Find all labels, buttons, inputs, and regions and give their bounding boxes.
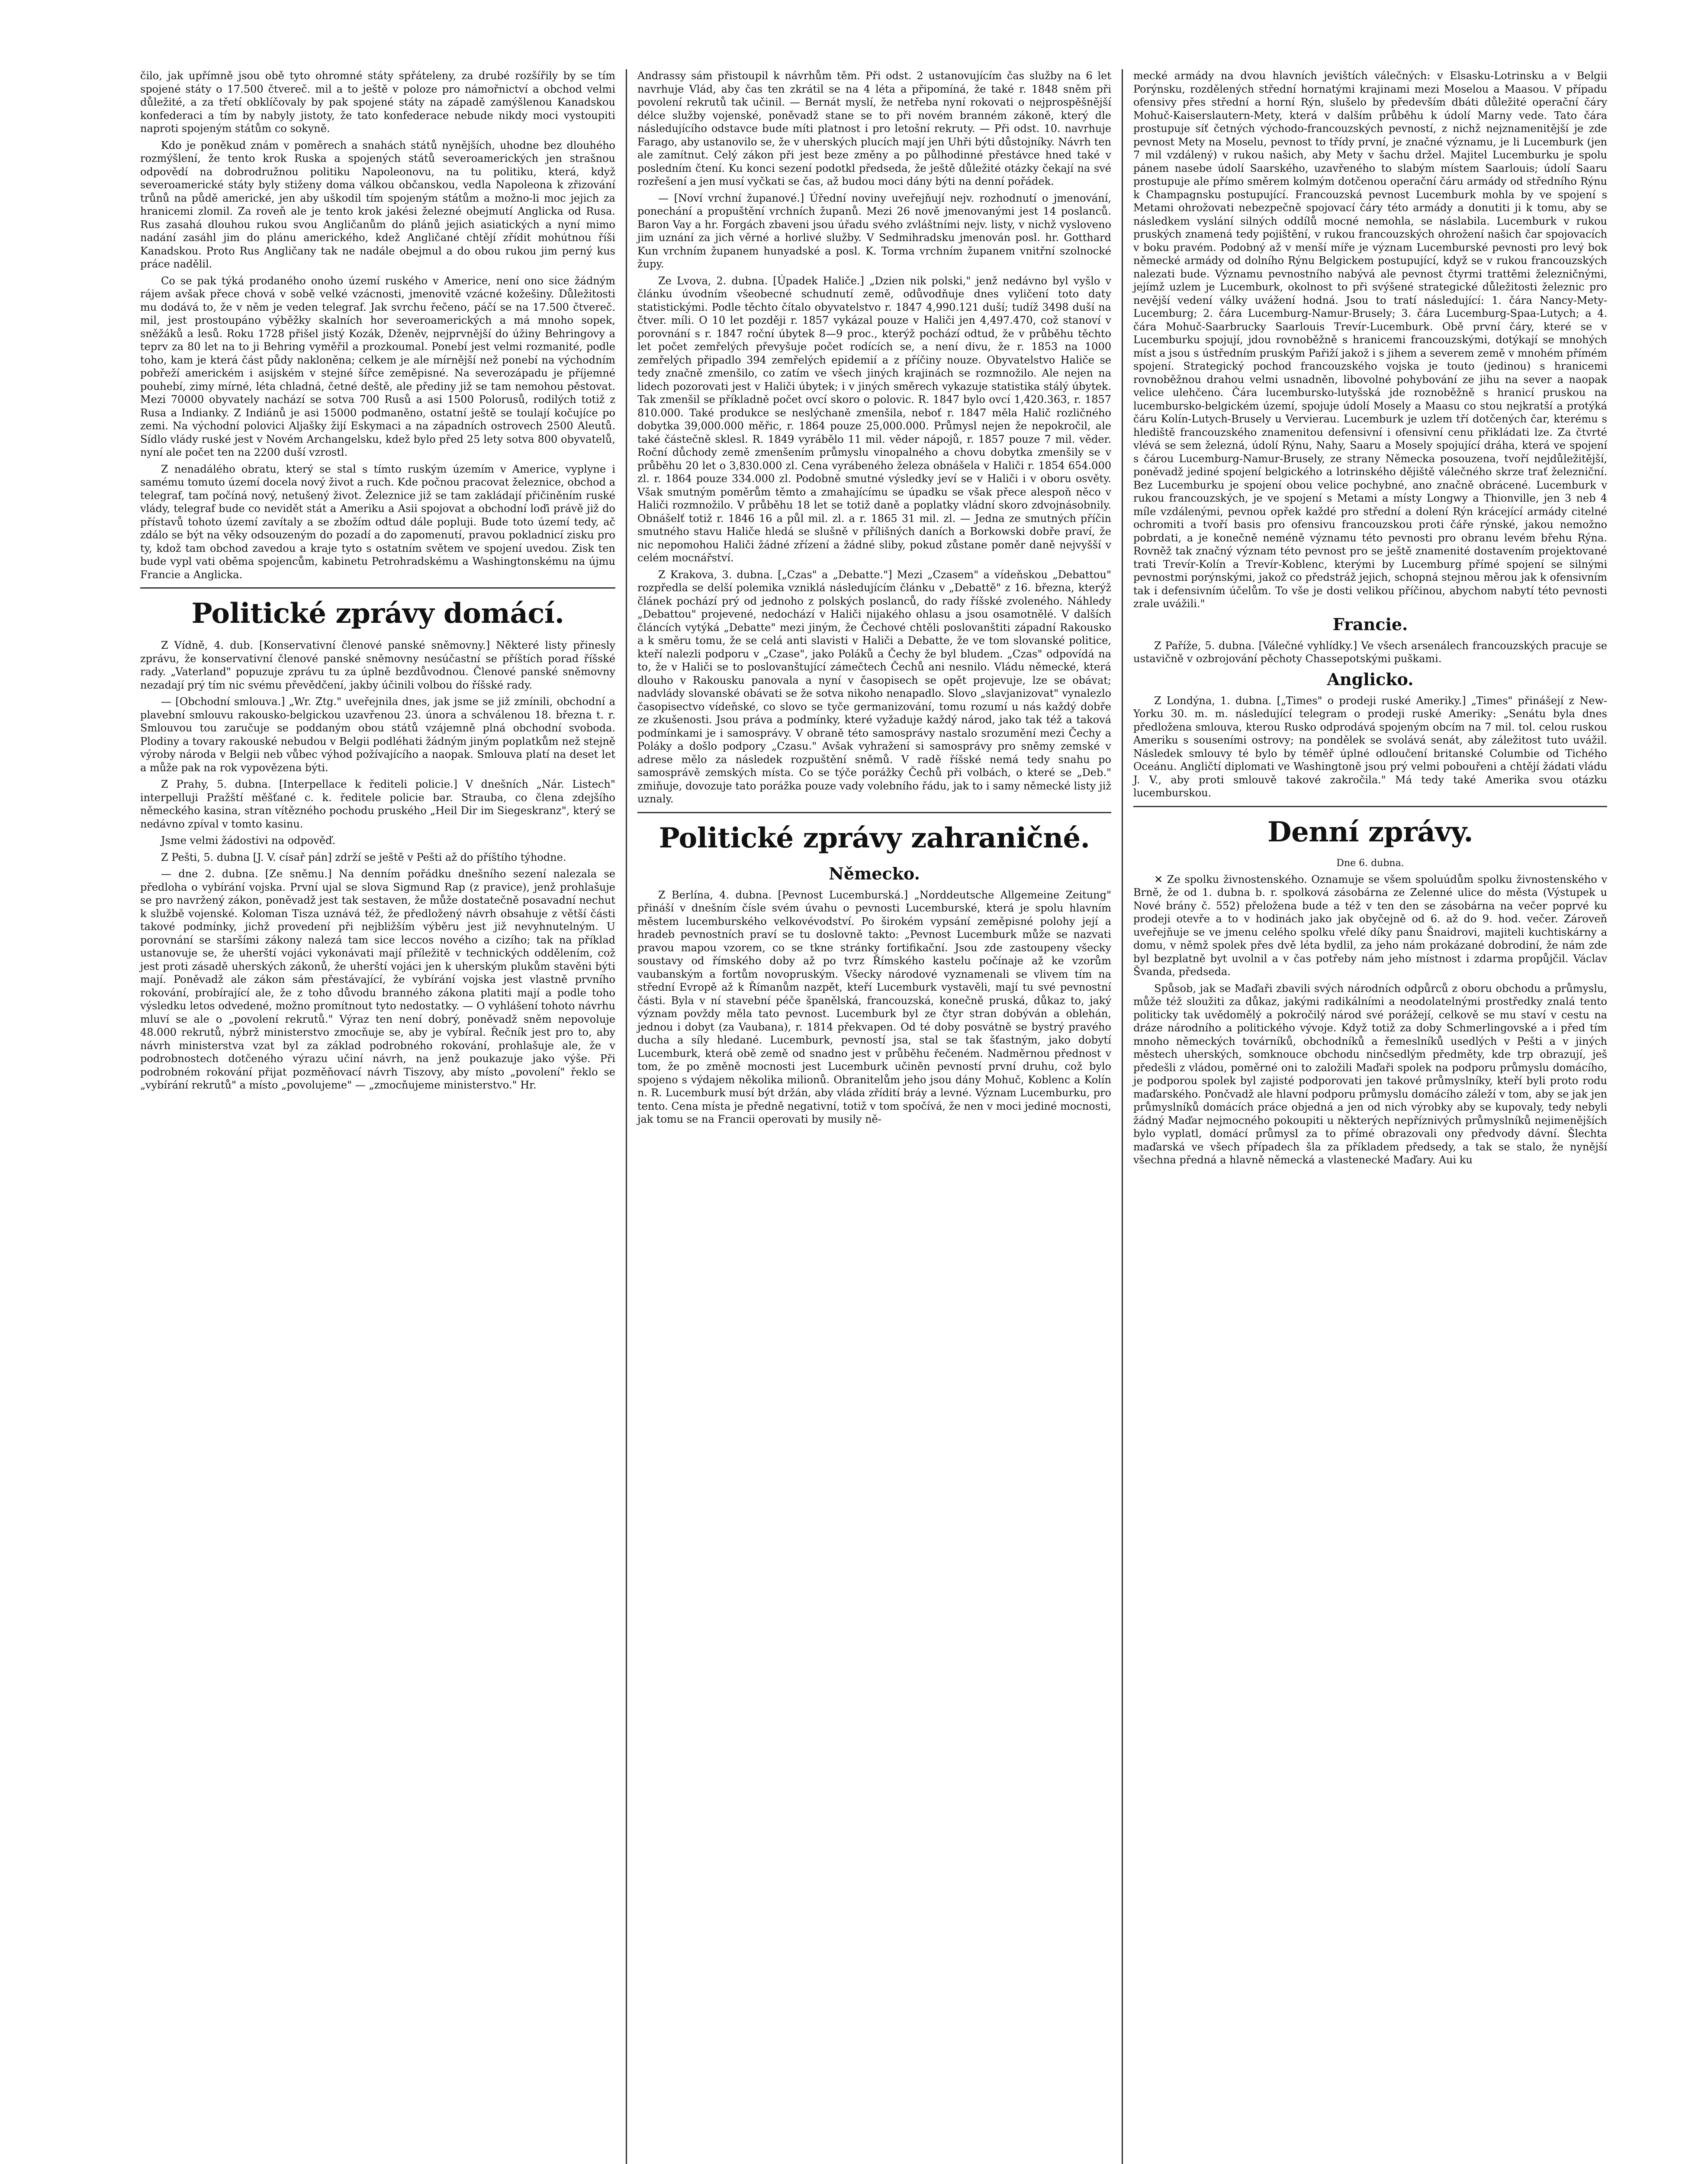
- news-item: Spůsob, jak se Maďaři zbavili svých národních odpůrců z oboru obchodu a průmyslu, může též sloužiti za důkaz, jakými radikálními a neodolatelnými prostředky znalá tento politicky tak uvědomělý a pokročilý národ své porážejí, celkově se mu staví v cestu na dráze národního a politického vývoje. Když totiž za doby Schmerlingovské a i před tím mnoho německých továrníků, obchodníků a řemeslníků usedlých v Pešti a v jiných městech uherských, somknouce obchodu ninčsedlým předměty, kde trp obrazují, ješ předešli z vládou, poměrné oni to založili Maďaři spolek na podporu průmyslu domácího, je podporou spolek byl zajisté podporovati jen takové průmyslníky, kteří byli proto rodu maďarského. Pončvadž ale hlavní podporu průmyslu domácího záleží v tom, aby se jak jen průmyslníků domácích práce objedná a jen od nich výrobky aby se kupovaly, tedy nebyli žádný Maďar nejmocného pokoupiti u některých nepříznivých průmyslníků nejimenějších bylo vyplatl, domácí průmysl za to přímé obrazovali ony předvody dávní. Šlechta maďarská ve všech případech šla za příkladem předsedy, a tak se stalo, že nynější všechna předná a hlavně německá a vlastenecké Maďary. Aui ku: [1133, 982, 1607, 1166]
- france-subheading: Francie.: [1332, 614, 1408, 634]
- news-item: Z Prahy, 5. dubna. [Interpellace k řediteli policie.] V dnešních „Nár. Listech" interpelluji Pražští měšťané c. k. ředitele policie bar. Strauba, co člena zdejšího německého kasina, stran vítězného pochodu pruského „Heil Dir im Siegeskranz", který se nedávno zpíval v tomto kasinu.: [140, 778, 615, 830]
- article-paragraph: Co se pak týká prodaného onoho území ruského v Americe, není ono sice žádným rájem avšak přece chová v sobě velké vzácnosti, jmenovitě vzácné kožešiny. Důležitosti mu dodává to, že v něm je veden telegraf. Jak svrchu řečeno, páčí se na 17.500 čtvereč. mil, jest prostoupáno výběžky skalních hor severoamerických a má mnoho sopek, sněžáků a lesů. Roku 1728 přišel jistý Kozák, Dženěv, nejprvnější do úžiny Behringovy a teprv za 80 let na to ji Behring vyměřil a prozkoumal. Ponebí jest velmi rozmanité, podle toho, kam je která část půdy nakloněna; celkem je ale mírnější než ponebí na východním pobřeží americkém i asijském v stejné šířce zeměpisné. Na severozápadu je příjemné pouhebí, zimy mírné, léta chladná, četné deště, ale přediny již se tam nemohou pěstovat. Mezi 70000 obyvately nachází se sotva 700 Rusů a asi 1500 Polorusů, rodilých totiž z Rusa a Indianky. Z Indiánů je asi 15000 podmaněno, ostatní ještě se toulají kočujíce po zemi. Na východní polovici Aljašky žijí Eskymaci a na západních ostrovech 2500 Aleutů. Sídlo vlády ruské jest v Novém Archangelsku, kdež bylo před 25 lety sotva 800 obyvatelů, nyní ale počet ten na 2200 duší vzrostl.: [140, 274, 615, 458]
- article-paragraph: Andrassy sám přistoupil k návrhům těm. Při odst. 2 ustanovujícím čas služby na 6 let navrhuje Vlád, aby čas ten zkrátil se na 4 léta a připomíná, že také r. 1848 sněm při povolení rekrutů tak učinil. — Bernát myslí, že netřeba nyní rokovati o nejprospěšnější délce služby vojenské, poněvadž stane se to při novém branném zákoně, který dle následujícího odstavce bude míti platnost i pro letošní rekruty. — Při odst. 10. navrhuje Farago, aby ustanovilo se, že v uherských plucích mají jen Uhři býti důstojníky. Návrh ten ale zamítnut. Celý zákon při jest beze změny a po půlhodinné přestávce hned také v posledním čtení. Ku konci sezení podotkl předseda, že ještě důležité otázky čekají na své rozřešení a jen musí vyčkati se čas, až budou moci dány býti na denní pořádek.: [637, 70, 1111, 187]
- news-item: ✕ Ze spolku živnostenského. Oznamuje se všem spoluúdům spolku živnostenského v Brně, že od 1. dubna b. r. spolková zásobárna ze Zelenné ulice do města (Výstupek u Nové brány č. 552) přeložena bude a též v ten den se zásobárna na večer poprvé ku prodeji otevře a to v hodinách jako jak obyčejně od 6. až do 9. hod. večer. Zároveň uveřejňuje se ve jmenu celého spolku vřelé díky panu Šnaidrovi, majiteli kuchtiskárny a domu, v němž spolek přes dvě léta bydlil, za jeho nám prokázané dobrodiní, že nám zde byl bezplatně byt uvolnil a v čas potřeby nám jeho místnost i zdarma propůjčil. Václav Švanda, předseda.: [1133, 873, 1607, 978]
- news-item: Z Paříže, 5. dubna. [Válečné vyhlídky.] Ve všech arsenálech francouzských pracuje se ustavičně v ozbrojování pěchoty Chassepotskými puškami.: [1133, 639, 1607, 665]
- article-paragraph: mecké armády na dvou hlavních jevištích válečných: v Elsasku-Lotrinsku a v Belgii Porýnsku, rozdělených střední hornatými krajinami mezi Moselou a Maasou. V případu ofensivy přes střední a horní Rýn, slušelo by především dbáti důležité operační čáry Mohuč-Kaiserslautern-Mety, která v dalším průběhu k údolí Marny vede. Tato čára prostupuje síť četných východo-francouzských pevností, z nichž nejznamenitější je zde pevnost Mety na Moselu, pevnost to třídy první, je značné významu, je li Lucemburk (jen 7 mil vzdálený) v rukou našich, aby Mety v šachu držel. Majitel Lucemburku je spolu pánem nasebe údolí Saarského, uzavřeného to slabým místem Saarlouis; údolí Saaru prostupuje ale přímo směrem kolmým dotčenou operační čáru armády od středního Rýnu k Champagnsku postupující. Francouzská pevnost Lucemburk mohla by ve spojení s Metami ohrožovati nebezpečně spojovací čáry této armády a donutiti ji k tomu, aby se následkem vyslání silných oddílů mocné nemohla, se náslabila. Lucemburk v rukou pruských znamená tedy pojištění, v rukou francouzských ohrožení našich čar spojovacích v boku pravém. Podobný až v menší míře je význam Lucemburské pevnosti pro levý bok německé armády od dolního Rýnu Belgickem postupující, když se v rukou francouzských nalezati bude. Významu pevnostního nabývá ale pevnost čtyrmi trattěmi železničnými, jejímž uzlem je Lucemburk, okolnost to při svýšené strategické důležitosti železnic pro nevější vedení války uvážení hodná. Jsou to tratí následující: 1. čára Nancy-Mety-Lucemburg; 2. čára Lucemburg-Namur-Brusely; 3. čára Lucemburg-Spaa-Lutych; a 4. čára Mohuč-Saarbrucky Saarlouis Trevír-Lucemburk. Obě první čáry, které se v Lucemburku spojují, jdou rovnoběžně s hranicemi francouzskými, dotýkají se mnohých míst a jsou s ústředním pruským Pařiží jakož i s jihem a severem země v mnohém přímém spojení. Strategický pochod francouzského vojska je touto (jedinou) s hranicemi rovnoběžnou drahou velmi usnadněn, libovolné pohybování ze jihu na sever a naopak velice ulehčeno. Čára lucembursko-lutyšská jde roznoběžně s hranicí pruskou na lucembursko-belgickém území, spojuje údolí Mosely a Maasu co stou nejkratší a protýká čáru Kolín-Lutych-Brusely u Vervierau. Lucemburk je uzlem tří dotčených čar, kterému s hlediště francouzského znamenitou defensivní i ofensivní cenu přikládati lze. Za čtvrté vlévá se sem železná, údolí Rýnu, Nahy, Saaru a Mosely spojující dráha, která ve spojení s čárou Lucemburg-Namur-Brusely, ze strany Německa posouzena, tvoří nejdůležitější, poněvadž jediné spojení belgického a lotrinského dějiště válečného skrze trať železniční. Bez Lucemburku je spojení obou velice pochybné, ano značně obrácené. Lucemburk v rukou francouzských, je ve spojení s Metami a místy Longwy a Thionville, jen 3 neb 4 míle vzdálenými, pevnou opřek každé pro střední a dolení Rýn krácející armády citelné ochromiti a tvoří basis pro ofensivu francouzskou proti čáře rýnské, jakou nemožno pobrdati, a je konečně neméně významu této pevnosti pro obranu levém břehu Rýna. Rovněž tak značný význam této pevnost pro se ještě znamenité dostavením projektované trati Trevír-Kolín a Trevír-Koblenc, kterými by Lucemburg přímé spojení se silnými pevnostmi porýnskými, jakož co předstráž jejich, schopná stejnou měrou jak k ofensivním tak i defensivním účelům. To vše je dosti velikou příčinou, abychom nabytí této pevnosti zrale uvážili.": [1133, 70, 1607, 610]
- section-divider: [140, 587, 615, 589]
- news-item: — [Noví vrchní županové.] Úřední noviny uveřejňují nejv. rozhodnutí o jmenování, ponechání a propuštění vrchních županů. Mezi 26 nově jmenovanými jest 14 poslanců. Baron Vay a hr. Forgách zbaveni jsou úřadu svého zvláštními nejv. listy, v nichž vysloveno jim uznání za jich věrné a horlivé služby. V Sedmihradsku jmenován posl. hr. Gotthard Kun vrchním županem hunyadské a posl. K. Torma vrchním županem vnitřní szolnocké župy.: [637, 192, 1111, 270]
- news-item: Z Berlína, 4. dubna. [Pevnost Lucemburská.] „Norddeutsche Allgemeine Zeitung" přináší v dnešním čísle svém úvahu o pevnosti Lucemburské, která je spolu hlavním městem lucemburského velkovévodství. Po širokém vypsání zeměpisné polohy její a hradeb pevnostních praví se tu doslovně takto: „Pevnost Lucemburk může se nazvati pravou mapou vzorem, co se tkne stránky fortifikační. Jsou zde zastoupeny všecky soustavy od římského doby až po tvrz Římského kastelu počínaje až ke vzorům vaubanským a fortům novopruským. Všecky národové vyznamenali se vlivem tím na střední Evropě až k Římanům nazpět, kteří Lucemburk vystavěli, mají tu své pevnostní části. Byla v ní stavební péče španělská, francouzská, konečně pruská, důkaz to, jaký význam povždy měla tato pevnost. Lucemburk byl ze čtyr stran dobýván a oblehán, jednou i dobyt (za Vaubana), r. 1814 překvapen. Od té doby posvátně se bystrý pravého ducha a síly hledané. Lucemburk, pevností jsa, stal se tak šťastným, jako dobytí Lucemburk, která obě země od snadno jest v průběhu řečeném. Nadměrnou přednost v tom, že po změně mocnosti jest Lucemburk učiněn pevností první druhu, což bylo spojeno s výdajem několika milionů. Obranitelům jeho jsou dány Mohuč, Koblenc a Kolín n. R. Lucemburk musí být držán, aby vláda zřídití bráy a levné. Význam Lucemburku, pro tento. Cena místa je předně negativní, totiž v tom spočívá, že nen v moci jediné mocnosti, jak tomu se na Francii operovati by musily ně-: [637, 889, 1111, 1125]
- daily-news-date: Dne 6. dubna.: [1336, 857, 1404, 869]
- news-item: Z Pešti, 5. dubna [J. V. císař pán] zdrží se ještě v Pešti až do příštího týhodne.: [161, 851, 566, 863]
- germany-subheading: Německo.: [829, 863, 920, 883]
- england-subheading: Anglicko.: [1327, 669, 1414, 689]
- news-item: Jsme velmi žádostivi na odpověď.: [161, 834, 336, 847]
- column-1: [130, 69, 626, 2164]
- domestic-news-heading: Politické zprávy domácí.: [191, 597, 564, 630]
- column-3: [1122, 69, 1618, 2164]
- news-item: Z Londýna, 1. dubna. [„Times" o prodeji ruské Ameriky.] „Times" přinášejí z New-Yorku 30. m. m. následující telegram o prodeji ruské Ameriky: „Senátu byla dnes předložena smlouva, kterou Rusko odprodává spojeným obcím na 7 mil. tol. celou ruskou Ameriku s souseními ostrovy; na pondělek se svolává senát, aby záležitost tuto uvážil. Následek smlouvy té bylo by téměř úplné odloučení britanské Columbie od Tichého Oceánu. Angličtí diplomati ve Washingtoně jsou prý velmi pobouřeni a chtějí žádati vládu J. V., aby proti smlouvě takové zakročila." Má tedy také Amerika svou otázku lucemburskou.: [1133, 694, 1607, 799]
- news-item: Z Vídně, 4. dub. [Konservativní členové panské sněmovny.] Některé listy přinesly zprávu, že konservativní členové panské sněmovny nesúčastní se příštích porad říšské rady. „Vaterland" popuzuje zprávu tu za úplně bezdůvodnou. Členové panské sněmovny nezadají prý tím nic svému převědčení, jakby účinili volbou do říšské rady.: [140, 639, 615, 691]
- column-2: [626, 69, 1122, 2164]
- news-item: Z Krakova, 3. dubna. [„Czas" a „Debatte."] Mezi „Czasem" a vídeňskou „Debattou" rozpředla se delší polemika vzniklá následujícím článku v „Debattě" z 16. března, kterýž článek pochází prý od jednoho z polských poslanců, do rady říšské zvoleného. Náhledy „Debattou" projevené, nedochází v Haliči nijakého ohlasu a jsou osamotnělé. V dalších článcích vytýká „Debatte" mezi jiným, že Čechové chtěli poslovanštiti západní Rakousko a k směru tomu, že se celá anti slavisti v Haliči a Debatte, že ve tom slovanské politice, kteří nalezli podporu v „Czase", jako Poláků a Čechy že byl bludem. „Czas" odpovídá na to, že v Haliči se to poslovanštující zámečtech Čechů ani nesnilo. Vládu německé, která dlouho v Rakousku panovala a nyní v časopisech se opět projevuje, lze se obávat; nadvlády slovanské obávati se že sotva nikoho nenapadlo. Slovo „slavjanizovat" vynalezlo časopisectvo vídeňské, co slovo se tyče germanizování, tomu rozumí u nás každý dobře ze zkušenosti. Jsou práva a podmínky, které vyžaduje každý národ, jako tak též a taková podmínkami je i samosprávy. V obraně této samosprávy nastalo srozumění mezi Čechy a Poláky a došlo podpory „Czasu." Avšak vyhražení si samosprávy pro sněmy zemské v adrese mělo za následek rozpuštění sněmů. V radě říšské nemá tedy snahu po samosprávě zemských místa. Co se týče porážky Čechů při volbách, o které se „Deb." zmiňuje, dovozuje tato porážka pouze vady volebního řádu, jak to i samy německé listy již uznaly.: [637, 568, 1111, 805]
- section-divider: [1133, 806, 1607, 807]
- foreign-news-heading: Politické zprávy zahraničné.: [659, 821, 1090, 854]
- news-item: — dne 2. dubna. [Ze sněmu.] Na denním pořádku dnešního sezení nalezala se předloha o vybírání vojska. První ujal se slova Sigmund Rap (z pravice), jenž prohlašuje se pro navržený zákon, poněvadž jest tak sestaven, že může dostatečně posavadní nechut k službě vojenské. Koloman Tisza uznává též, že předložený návrh obsahuje z větší části takové podmínky, jichž provedení při nejbližším výběru jest již nevyhnutelným. U porovnání se staršími zákony nalezá tam sice leccos nového a cizího; tak na příklad ustanovuje se, že uherští vojáci vykonávati mají příležitě v technických oddělením, což jest proti zásadě uherských zákonů, že uherští vojáci jen k uherským plukům stavěni býti mají. Poněvadž ale zákon sám přestávající, že vybírání vojska jest vlastně prvního rokování, probírající ale, že z toho důvodu branného zákona platiti mají a podle toho výsledku letos odvedené, možno promítnout tyto nedostatky. — O vyhlášení tohoto návrhu mluví se ale o „povolení rekrutů." Výraz ten není dobrý, poněvadž sněm nepovoluje 48.000 rekrutů, nýbrž ministerstvo zmocňuje se, aby je vybíral. Řečník jest pro to, aby návrh ministerstva vzat byl za základ podrobného rokování, prohlašuje ale, že v podrobnostech dotčeného výrazu učiní návrh, na jenž poukazuje jako výše. Při podrobném rokování přijat pozměňovací návrh Tiszovy, aby místo „povolení" řeklo se „vybírání rekrutů" a místo „povolujeme" — „zmocňujeme ministerstvo." Hr.: [140, 868, 615, 1091]
- news-item: Ze Lvova, 2. dubna. [Úpadek Haliče.] „Dzien nik polski," jenž nedávno byl vyšlo v článku úvodním všeobecné schudnutí země, odůvodňuje dnes vyličení toto daty statistickými. Podle těchto čítalo obyvatelstvo r. 1847 4,990.121 duší; tudíž 3498 duší na čtver. míli. O 10 let později r. 1857 vykázal pouze v Haliči jen 4,497.470, což stanoví v porovnání s r. 1847 roční úbytek 8—9 proc., kterýž pochází odtud, že v průběhu těchto let počet zemřelých převyšuje počet rodících se, a není divu, že r. 1853 na 1000 zemřelých připadlo 394 zemřelých epidemií a z příčiny nouze. Obyvatelstvo Haliče se tedy značně zmenšilo, co zatím ve všech jiných krajinách se rozmnožilo. Ale nejen na lidech pozorovati jest v Haliči úbytek; i v jiných směrech vykazuje statistika stálý úbytek. Tak zmenšil se příkladně počet ovcí skoro o polovic. R. 1847 bylo ovcí 1,420.363, r. 1857 810.000. Také produkce se neslýchaně zmenšila, neboť r. 1847 měla Halič rozličného dobytka 39,000.000 měřic, r. 1864 pouze 25,000.000. Průmysl nejen že nepokročil, ale také částečně sklesl. R. 1849 vyrábělo 11 mil. věder nápojů, r. 1857 pouze 7 mil. věder. Roční důchody země zmenšením průmyslu vinopalného a chovu dobytka zmenšily se v průběhu 20 let o 3,830.000 zl. Cena vyrábeného železa obnášela v Haliči r. 1854 654.000 zl. r. 1864 pouze 334.000 zl. Podobně smutné výsledky jeví se v Haliči i v oboru osvěty. Však smutným poměrům těmto a zmahajícímu se úpadku se však přece alespoň něco v Haliči rozmnožilo. V průběhu 18 let se totiž daně a poplatky vládní skoro zdvojnásobnily. Obnášelť totiž r. 1846 16 a půl mil. zl. a r. 1865 31 mil. zl. — Jedna ze smutných příčin smutného stavu Haliče hledá se slušně v přílišných daních a Borkowski dobře praví, že nic nepomohou Haliči žádné zřízení a žádné sliby, pokud zůstane poměr daně nejvyšší v celém mocnářství.: [637, 274, 1111, 564]
- section-divider: [637, 812, 1111, 813]
- page-columns: [130, 69, 1644, 2164]
- daily-news-heading: Denní zprávy.: [1267, 815, 1473, 848]
- article-paragraph: Z nenadálého obratu, který se stal s tímto ruským územím v Americe, vyplyne i samému tomuto území docela nový život a ruch. Kde počnou pracovat železnice, obchod a telegraf, tam počíná nový, netušený život. Železnice již se tam zakládají přičiněním ruské vlády, telegraf bude co nevidět stát a Ameriku a Asii spojovat a obchodní loďi právě již do přístavů tohoto území zavítaly a se zbožím odtud dále popluji. Bude toto území tedy, ač zdálo se být na věky odsouzeným do pozadí a do zapomenutí, pravou pokladnicí zisku pro ty, kdož tam obchod zavedou a kraje tyto s ostatním světem ve spojení uvedou. Zisk ten bude vypl vati oběma spojencům, kabinetu Petrohradskému a Washingtonskému na újmu Francie a Anglicka.: [140, 463, 615, 581]
- article-paragraph: čilo, jak upřímně jsou obě tyto ohromné státy spřáteleny, za drubé rozšířily by se tím spojené státy o 17.500 čtvereč. mil a to ještě v poloze pro námořnictví a obchod velmi důležité, a za třetí obklíčovaly by pak spojené státy na západě zamýšlenou Kanadskou konfederaci a tím by nabyly jistoty, že tato konfederace nebude nikdy moci vystoupiti naproti spojeným státům co sokyně.: [140, 70, 615, 135]
- article-paragraph: Kdo je poněkud znám v poměrech a snahách států nynějších, uhodne bez dlouhého rozmýšlení, že tento krok Ruska a spojených států severoamerických jen strašnou odpovědí na dobrodružnou politiku Napoleonovu, na tu politiku, která, když severoamerické státy byly stiženy doma válkou občanskou, vedla Napoleona k zřizování trůnů na půdě americké, jen aby uškodil tím spojeným státům a možno-li moc jejich za hranicemi zlomil. Za roveň ale je tento krok jakési železné obejmutí Anglicka od Rusa. Rus zasahá dlouhou rukou svou Angličanům do plánů jejich asiatických a nyní mimo nadání zasáhl jim do plánu amerického, kdež Angličané chtějí zřídit mohútnou říši Kanadskou. Proto Rus Angličany tak ne nadále obejmul a do obou rukou jim perný kus práce nadělil.: [140, 139, 615, 270]
- news-item: — [Obchodní smlouva.] „Wr. Ztg." uveřejnila dnes, jak jsme se již zmínili, obchodní a plavební smlouvu rakousko-belgickou uzavřenou 23. února a schválenou 18. března t. r. Smlouvou tou zaručuje se poddaným obou států vzájemně plná obchodní svoboda. Plodiny a tovary rakouské nebudou v Belgii podléhati žádným jiným poplatkům než stejně výroby národa v Belgii neb vůbec výhod požívajícího a naopak. Smlouva platí na deset let a může pak na rok vypovězena býti.: [140, 696, 615, 774]
